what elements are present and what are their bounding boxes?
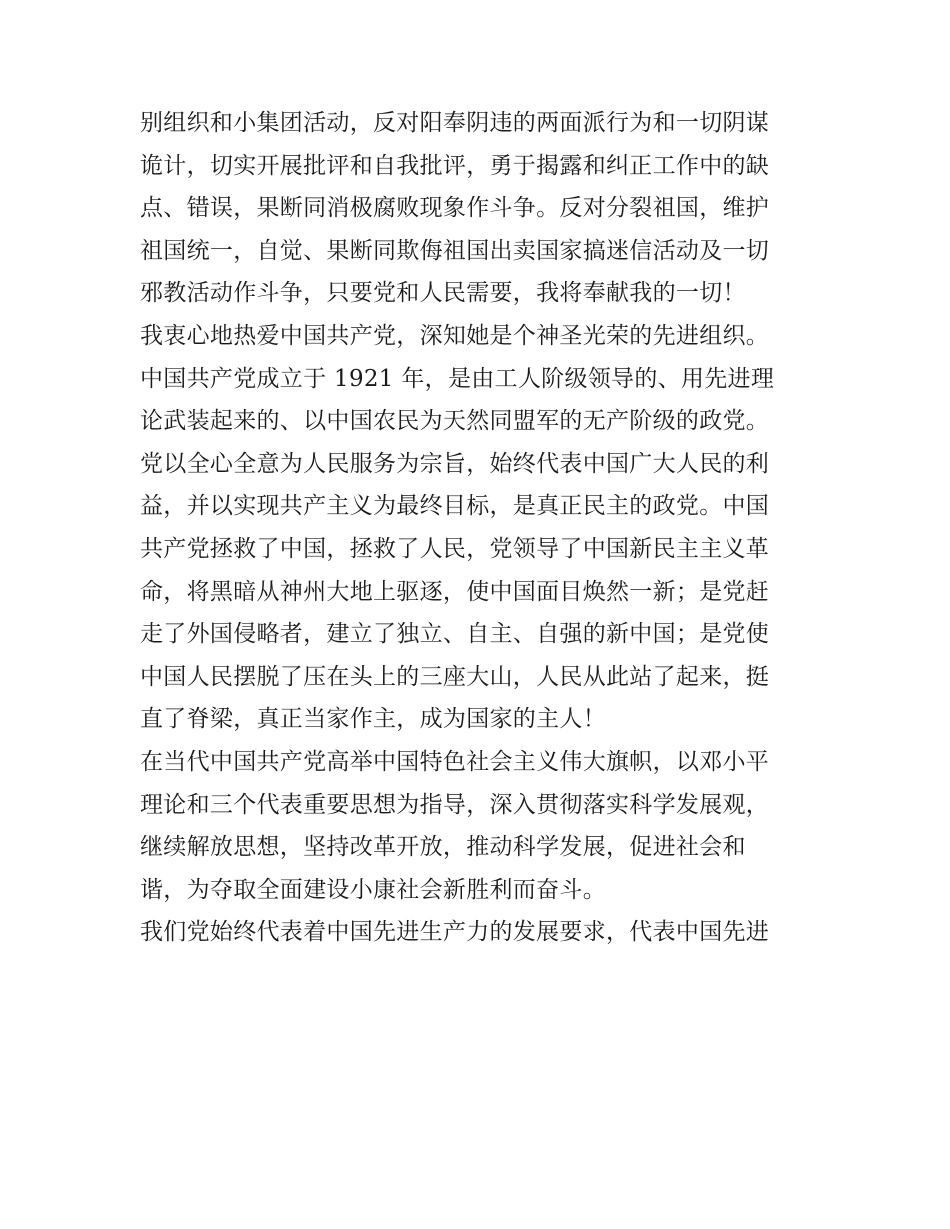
text-line: 命，将黑暗从神州大地上驱逐，使中国面目焕然一新；是党赶 bbox=[140, 578, 770, 605]
text-line: 共产党拯救了中国，拯救了人民，党领导了中国新民主主义革 bbox=[140, 535, 770, 562]
text-line: 祖国统一，自觉、果断同欺侮祖国出卖国家搞迷信活动及一切 bbox=[140, 237, 770, 264]
text-line: 走了外国侵略者，建立了独立、自主、自强的新中国；是党使 bbox=[140, 621, 770, 648]
text-line: 继续解放思想，坚持改革开放，推动科学发展，促进社会和 bbox=[140, 834, 746, 861]
text-line: 论武装起来的、以中国农民为天然同盟军的无产阶级的政党。 bbox=[140, 408, 770, 435]
text-line: 诡计，切实开展批评和自我批评，勇于揭露和纠正工作中的缺 bbox=[140, 152, 770, 179]
text-line: 点、错误，果断同消极腐败现象作斗争。反对分裂祖国，维护 bbox=[140, 195, 770, 222]
text-line: 我们党始终代表着中国先进生产力的发展要求，代表中国先进 bbox=[140, 919, 770, 946]
text-line: 我衷心地热爱中国共产党，深知她是个神圣光荣的先进组织。 bbox=[140, 322, 770, 349]
text-line: 邪教活动作斗争，只要党和人民需要，我将奉献我的一切！ bbox=[140, 280, 746, 307]
text-line: 益，并以实现共产主义为最终目标，是真正民主的政党。中国 bbox=[140, 493, 770, 520]
text-line: 谐，为夺取全面建设小康社会新胜利而奋斗。 bbox=[140, 876, 606, 903]
document-body-text bbox=[140, 102, 820, 954]
text-line: 在当代中国共产党高举中国特色社会主义伟大旗帜，以邓小平 bbox=[140, 748, 770, 775]
text-line: 直了脊梁，真正当家作主，成为国家的主人！ bbox=[140, 706, 606, 733]
text-line: 别组织和小集团活动，反对阳奉阴违的两面派行为和一切阴谋 bbox=[140, 110, 770, 136]
text-line: 党以全心全意为人民服务为宗旨，始终代表中国广大人民的利 bbox=[140, 450, 770, 477]
text-line: 中国共产党成立于 1921 年，是由工人阶级领导的、用先进理 bbox=[140, 365, 775, 392]
text-line: 理论和三个代表重要思想为指导，深入贯彻落实科学发展观， bbox=[140, 791, 770, 818]
text-line: 中国人民摆脱了压在头上的三座大山，人民从此站了起来，挺 bbox=[140, 663, 770, 690]
